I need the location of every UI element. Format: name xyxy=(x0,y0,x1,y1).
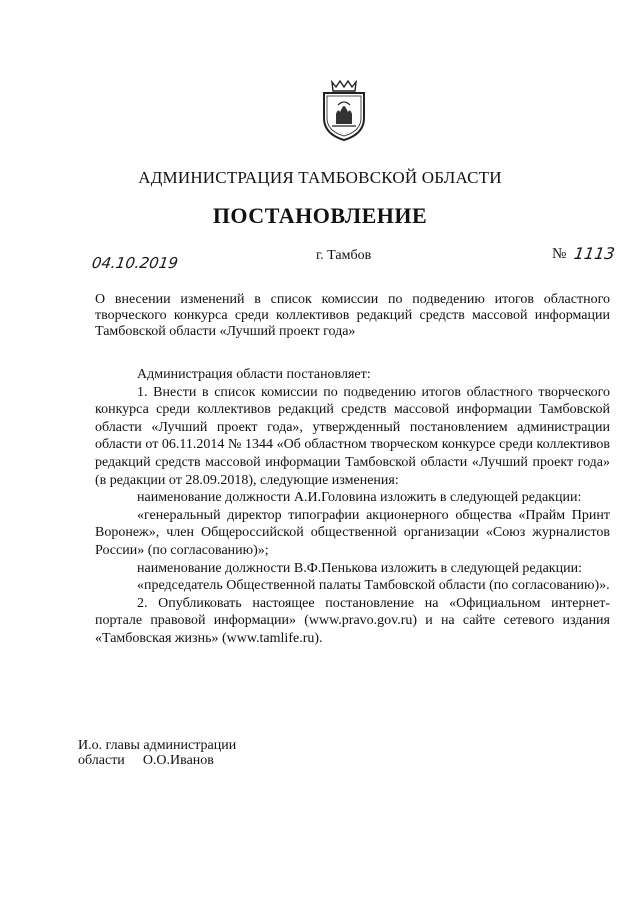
body-paragraph: «генеральный директор типографии акционерного общества «Прайм Принт Воронеж», член Общероссийской общественной организации «Союз журналистов России» (по согласованию)»; xyxy=(95,507,610,558)
document-body xyxy=(95,366,610,648)
signature-block xyxy=(78,738,236,768)
signature-position: области xyxy=(78,753,125,768)
signature-title: И.о. главы администрации xyxy=(78,738,237,753)
document-number-label: № xyxy=(552,246,567,262)
body-paragraph: наименование должности А.И.Головина изложить в следующей редакции: xyxy=(137,490,582,506)
organization-name: АДМИНИСТРАЦИЯ ТАМБОВСКОЙ ОБЛАСТИ xyxy=(138,168,502,187)
body-paragraph: Администрация области постановляет: xyxy=(137,367,371,382)
body-paragraph: 1. Внести в список комиссии по подведению итогов областного творческого конкурса среди коллективов редакций средств массовой информации Тамбовской области «Лучший проект года», утвержденный постановлением администрации области от 06.11.2014 № 1344 «Об областном творческом конкурсе среди коллективов редакций средств массовой информации Тамбовской области «Лучший проект года» (в редакции от 28.09.2018), следующие изменения: xyxy=(95,384,610,488)
document-city: г. Тамбов xyxy=(316,248,372,263)
body-paragraph: 2. Опубликовать настоящее постановление на «Официальном интернет-портале правовой информации» (www.pravo.gov.ru) и на сайте сетевого издания «Тамбовская жизнь» (www.tamlife.ru). xyxy=(95,595,610,646)
body-paragraph: наименование должности В.Ф.Пенькова изложить в следующей редакции: xyxy=(137,560,582,576)
signatory-name: О.О.Иванов xyxy=(142,753,214,768)
document-number: 1113 xyxy=(572,244,617,263)
document-type-title: ПОСТАНОВЛЕНИЕ xyxy=(212,203,428,228)
document-subject: О внесении изменений в список комиссии по подведению итогов областного творческого конкурса среди коллективов редакций средств массовой информации Тамбовской области «Лучший проект года» xyxy=(95,292,610,339)
document-date: 04.10.2019 xyxy=(90,254,180,272)
signature-line xyxy=(78,753,236,768)
coat-of-arms-icon xyxy=(318,78,370,142)
body-paragraph: «председатель Общественной палаты Тамбовской области (по согласованию)». xyxy=(137,578,610,594)
